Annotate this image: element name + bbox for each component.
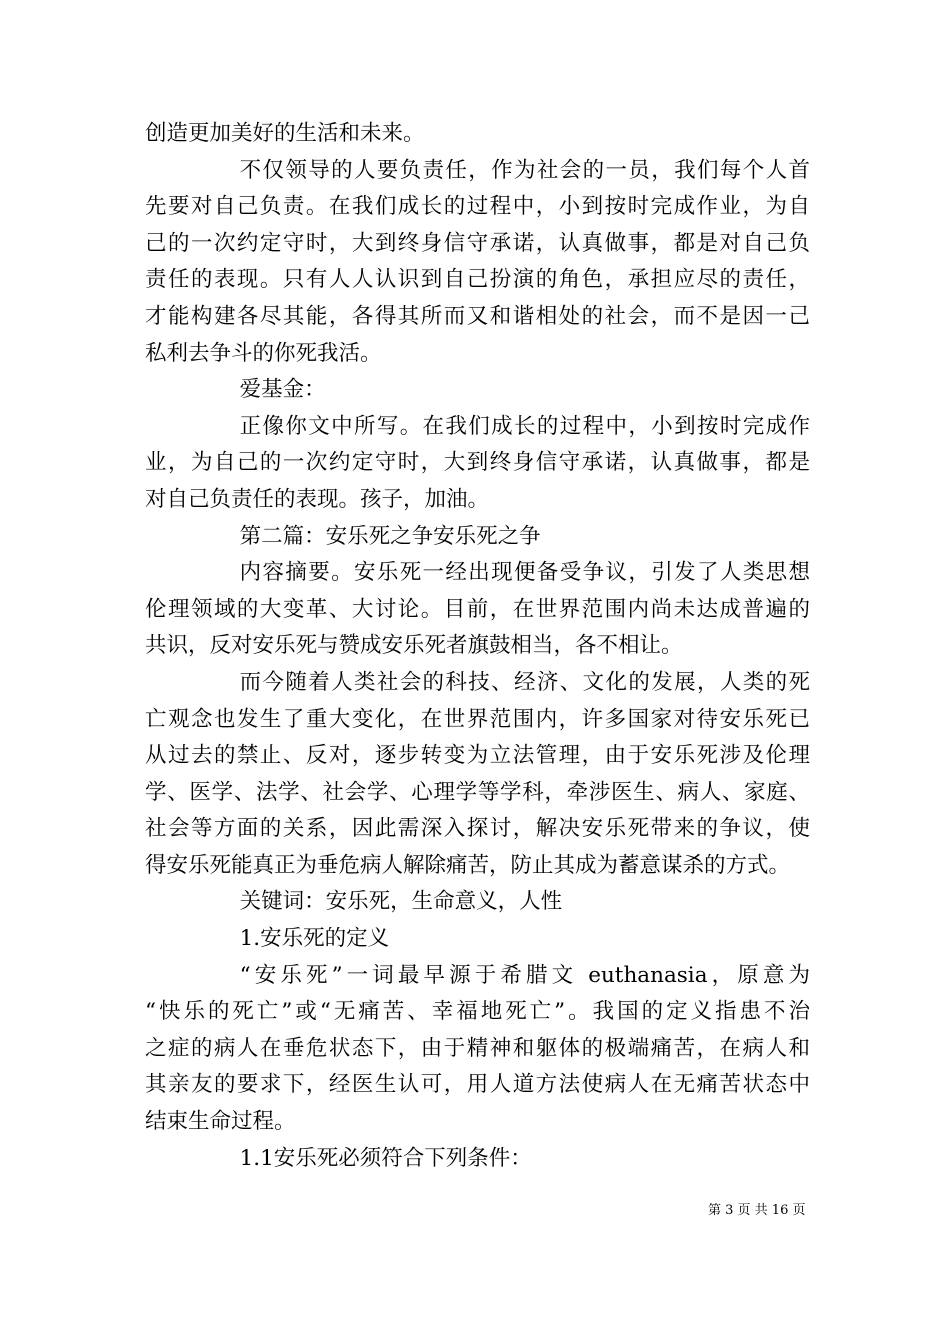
text-line: 社会等方面的关系，因此需深入探讨，解决安乐死带来的争议，使 — [145, 816, 810, 842]
text-line: 伦理领域的大变革、大讨论。目前，在世界范围内尚未达成普遍的 — [145, 596, 810, 622]
paragraph — [145, 153, 810, 373]
paragraph — [145, 884, 810, 921]
paragraph — [145, 665, 810, 885]
document-body — [145, 116, 810, 1177]
text-line: 内容摘要。安乐死一经出现便备受争议，引发了人类思想 — [239, 560, 810, 586]
text-line: 其亲友的要求下，经医生认可，用人道方法使病人在无痛苦状态中 — [145, 1072, 810, 1098]
text-line: 得安乐死能真正为垂危病人解除痛苦，防止其成为蓄意谋杀的方式。 — [145, 852, 791, 878]
text-line: 从过去的禁止、反对，逐步转变为立法管理，由于安乐死涉及伦理 — [145, 743, 810, 769]
text-line: 共识，反对安乐死与赞成安乐死者旗鼓相当，各不相让。 — [145, 633, 683, 659]
text-line: 不仅领导的人要负责任，作为社会的一员，我们每个人首 — [239, 157, 810, 183]
paragraph — [145, 519, 810, 556]
text-line: 己的一次约定守时，大到终身信守承诺，认真做事，都是对自己负 — [145, 230, 810, 256]
text-line: 先要对自己负责。在我们成长的过程中，小到按时完成作业，为自 — [145, 194, 810, 220]
text-line: 1.1安乐死必须符合下列条件： — [239, 1145, 532, 1171]
text-line: 对自己负责任的表现。孩子，加油。 — [145, 486, 490, 512]
paragraph — [145, 116, 810, 153]
text-line: 学、医学、法学、社会学、心理学等学科，牵涉医生、病人、家庭、 — [145, 779, 810, 805]
text-line: 才能构建各尽其能，各得其所而又和谐相处的社会，而不是因一己 — [145, 303, 810, 329]
paragraph — [145, 372, 810, 409]
paragraph — [145, 921, 810, 958]
paragraph — [145, 958, 810, 1141]
text-line: 责任的表现。只有人人认识到自己扮演的角色，承担应尽的责任， — [145, 267, 810, 293]
text-line: 创造更加美好的生活和未来。 — [145, 121, 425, 146]
paragraph — [145, 409, 810, 519]
text-line: 正像你文中所写。在我们成长的过程中，小到按时完成作 — [239, 413, 810, 439]
text-line: 爱基金： — [239, 377, 326, 403]
text-line: 而今随着人类社会的科技、经济、文化的发展，人类的死 — [239, 669, 810, 695]
text-line: 第二篇：安乐死之争安乐死之争 — [239, 523, 541, 549]
page-number: 第 3 页 共 16 页 — [708, 1203, 806, 1218]
text-line: 结束生命过程。 — [145, 1109, 296, 1135]
text-line: 业，为自己的一次约定守时，大到终身信守承诺，认真做事，都是 — [145, 450, 810, 476]
paragraph — [145, 555, 810, 665]
text-line: 1.安乐死的定义 — [239, 926, 390, 952]
paragraph — [145, 1141, 810, 1178]
text-line: “安乐死”一词最早源于希腊文 euthanasia，原意为 — [239, 962, 810, 988]
text-line: 之症的病人在垂危状态下，由于精神和躯体的极端痛苦，在病人和 — [145, 1035, 810, 1061]
text-line: 私利去争斗的你死我活。 — [145, 340, 382, 366]
text-line: 亡观念也发生了重大变化，在世界范围内，许多国家对待安乐死已 — [145, 706, 810, 732]
text-line: “快乐的死亡”或“无痛苦、幸福地死亡”。我国的定义指患不治 — [145, 999, 810, 1025]
text-line: 关键词：安乐死，生命意义，人性 — [239, 889, 563, 915]
